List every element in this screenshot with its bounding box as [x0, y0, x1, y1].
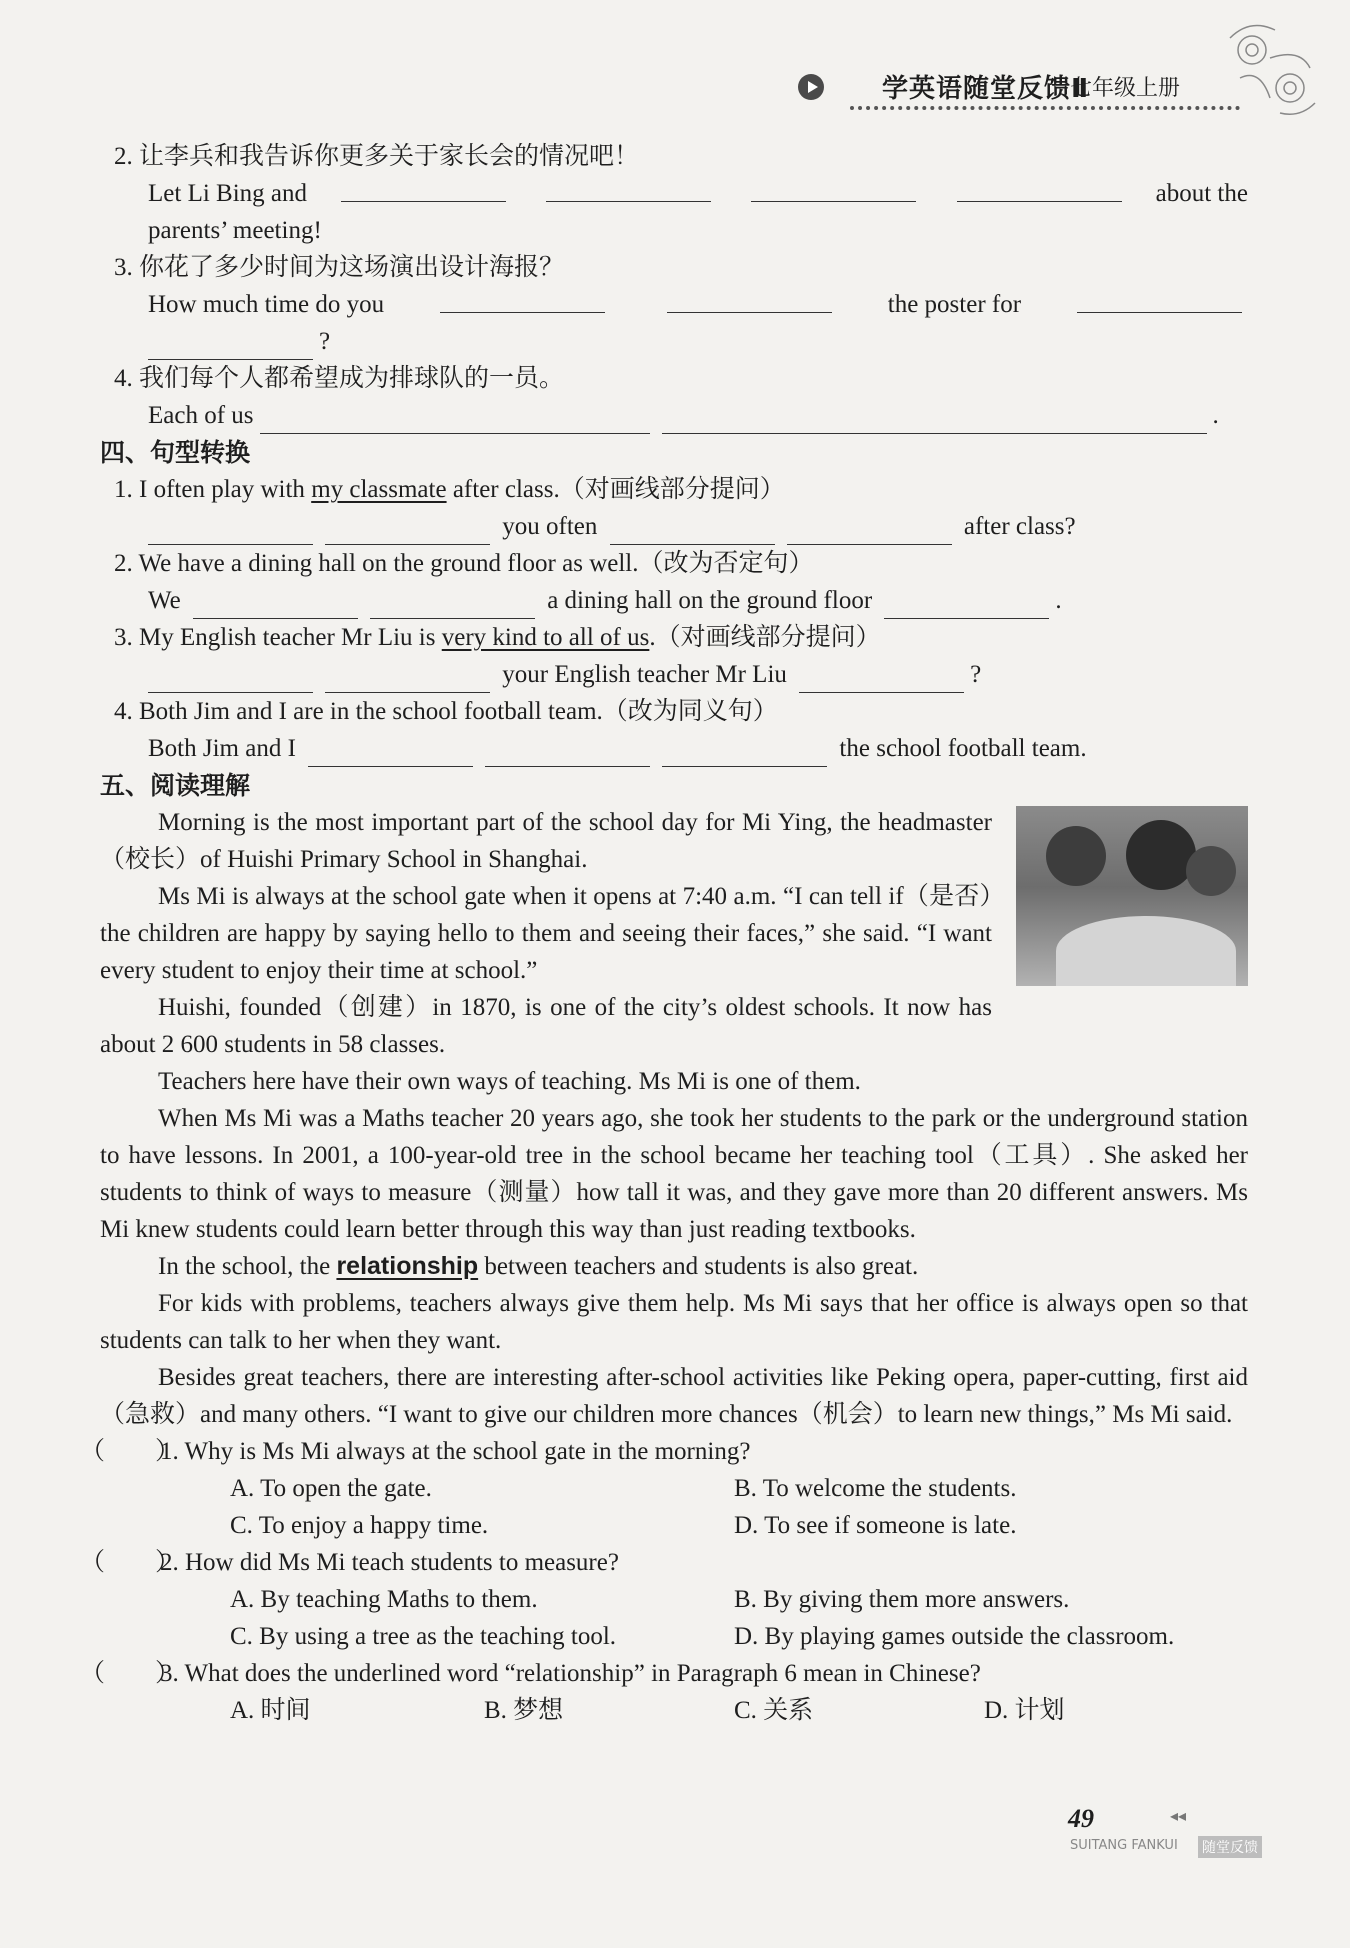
option-d[interactable]: D. To see if someone is late. — [734, 1512, 1017, 1539]
school-photo — [1016, 806, 1248, 986]
blank[interactable] — [662, 407, 1207, 434]
blank[interactable] — [799, 666, 964, 693]
option-c[interactable]: C. By using a tree as the teaching tool. — [230, 1623, 617, 1650]
blank[interactable] — [148, 666, 313, 693]
option-d[interactable]: D. By playing games outside the classroom. — [734, 1623, 1175, 1650]
option-a[interactable]: A. By teaching Maths to them. — [230, 1586, 538, 1613]
q-sentence: 4. Both Jim and I are in the school football team.（改为同义句） — [114, 698, 778, 725]
blank[interactable] — [751, 175, 916, 202]
question-3 — [80, 1655, 1248, 1729]
option-a[interactable]: A. To open the gate. — [230, 1475, 432, 1502]
blank[interactable] — [148, 333, 313, 360]
question-stem: 3. What does the underlined word “relationship” in Paragraph 6 mean in Chinese? — [160, 1660, 981, 1687]
option-a[interactable]: A. 时间 — [230, 1697, 311, 1724]
question-stem: 1. Why is Ms Mi always at the school gate in the morning? — [160, 1438, 751, 1465]
blank[interactable] — [662, 740, 827, 767]
blank[interactable] — [260, 407, 650, 434]
page-number: 49 — [1068, 1804, 1094, 1833]
paragraph: Besides great teachers, there are interesting after-school activities like Peking opera, paper-cutting, first aid（急救）and many others. “I want to give our children more chances（机会）to learn new things,” Ms Mi said. — [100, 1364, 1248, 1428]
q-cn: 4. 我们每个人都希望成为排球队的一员。 — [114, 365, 565, 392]
answer-line: How much time do you the poster for — [100, 286, 1248, 323]
header-divider — [850, 106, 1240, 110]
answer-line: Each of us . — [100, 397, 1248, 434]
question-stem: 2. How did Ms Mi teach students to measure? — [160, 1549, 619, 1576]
question-1 — [80, 1433, 1248, 1544]
answer-line: ? — [100, 323, 1248, 360]
blank[interactable] — [884, 592, 1049, 619]
option-c[interactable]: C. To enjoy a happy time. — [230, 1512, 489, 1539]
paragraph: In the school, the relationship between teachers and students is also great. — [158, 1252, 919, 1280]
blank[interactable] — [1077, 286, 1242, 313]
arrow-icon: ◂◂ — [1170, 1808, 1187, 1825]
answer-line: Both Jim and I the school football team. — [100, 730, 1248, 767]
paragraph: When Ms Mi was a Maths teacher 20 years ago, she took her students to the park or the underground station to have lessons. In 2001, a 100-year-old tree in the school became her teaching tool（工具）. She asked her students to think of ways to measure（测量）how tall it was, and they gave more than 20 different answers. Ms Mi knew students could learn better through this way than just reading textbooks. — [100, 1105, 1248, 1243]
q-sentence: 2. We have a dining hall on the ground floor as well.（改为否定句） — [114, 550, 814, 577]
answer-bracket[interactable]: （ ） — [80, 1438, 181, 1465]
answer-line: We a dining hall on the ground floor . — [100, 582, 1248, 619]
flower-ornament-icon — [1220, 18, 1320, 128]
page-content — [80, 138, 1248, 1729]
q-sentence: 1. I often play with my classmate after class.（对画线部分提问） — [114, 476, 785, 503]
option-b[interactable]: B. To welcome the students. — [734, 1475, 1017, 1502]
answer-bracket[interactable]: （ ） — [80, 1549, 181, 1576]
section-heading: 四、句型转换 — [100, 438, 251, 467]
option-b[interactable]: B. 梦想 — [484, 1697, 564, 1724]
paragraph: Huishi, founded（创建）in 1870, is one of the city’s oldest schools. It now has about 2 600 students in 58 classes. — [100, 994, 992, 1058]
footer-brand: SUITANG FANKUI 随堂反馈 — [1070, 1836, 1280, 1858]
blank[interactable] — [546, 175, 711, 202]
blank[interactable] — [370, 592, 535, 619]
paragraph: Ms Mi is always at the school gate when it opens at 7:40 a.m. “I can tell if（是否）the children are happy by saying hello to them and seeing their faces,” she said. “I want every student to enjoy their time at school.” — [100, 883, 992, 984]
blank[interactable] — [325, 518, 490, 545]
blank[interactable] — [667, 286, 832, 313]
q-cn: 3. 你花了多少时间为这场演出设计海报？ — [114, 254, 565, 281]
blank[interactable] — [485, 740, 650, 767]
answer-line: your English teacher Mr Liu ? — [100, 656, 1248, 693]
question-2 — [80, 1544, 1248, 1655]
blank[interactable] — [308, 740, 473, 767]
paragraph: For kids with problems, teachers always give them help. Ms Mi says that her office is always open so that students can talk to her when they want. — [100, 1290, 1248, 1354]
blank[interactable] — [148, 518, 313, 545]
blank[interactable] — [440, 286, 605, 313]
blank[interactable] — [787, 518, 952, 545]
blank[interactable] — [341, 175, 506, 202]
option-d[interactable]: D. 计划 — [984, 1697, 1065, 1724]
reading-passage — [100, 804, 1248, 1433]
q-cn: 2. 让李兵和我告诉你更多关于家长会的情况吧！ — [114, 143, 640, 170]
play-icon — [798, 74, 824, 100]
answer-line: parents’ meeting! — [148, 217, 322, 244]
option-b[interactable]: B. By giving them more answers. — [734, 1586, 1070, 1613]
option-c[interactable]: C. 关系 — [734, 1697, 814, 1724]
blank[interactable] — [957, 175, 1122, 202]
section-heading: 五、阅读理解 — [100, 771, 251, 800]
blank[interactable] — [610, 518, 775, 545]
paragraph: Teachers here have their own ways of teaching. Ms Mi is one of them. — [158, 1068, 861, 1095]
page-header — [790, 60, 1270, 120]
blank[interactable] — [325, 666, 490, 693]
answer-bracket[interactable]: （ ） — [80, 1660, 181, 1687]
paragraph: Morning is the most important part of the school day for Mi Ying, the headmaster（校长）of Huishi Primary School in Shanghai. — [100, 809, 992, 873]
q-sentence: 3. My English teacher Mr Liu is very kind to all of us.（对画线部分提问） — [114, 624, 881, 651]
underlined-word: relationship — [336, 1252, 479, 1280]
book-title: 学英语随堂反馈Ⅱ — [882, 74, 1090, 104]
answer-line: you often after class? — [100, 508, 1248, 545]
blank[interactable] — [193, 592, 358, 619]
book-subtitle: 七年级上册 — [1070, 76, 1181, 101]
answer-line: Let Li Bing and about the — [100, 175, 1248, 212]
